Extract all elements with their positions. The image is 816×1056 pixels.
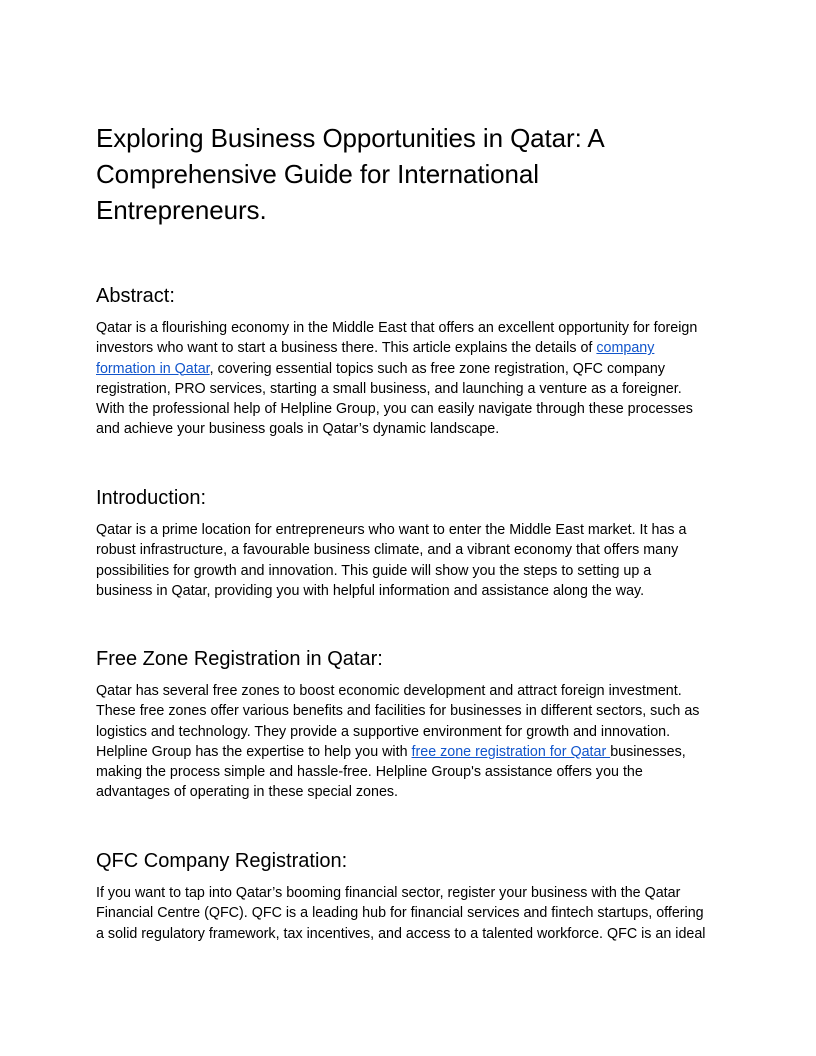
document-title (96, 120, 722, 228)
paragraph-line (96, 359, 722, 379)
paragraph-line: business in Qatar, providing you with helpful information and assistance along the way. (96, 582, 645, 599)
paragraph-line (96, 742, 722, 762)
introduction-paragraph (96, 520, 722, 601)
qfc-heading: QFC Company Registration: (96, 850, 348, 872)
paragraph-line: a solid regulatory framework, tax incentives, and access to a talented workforce. QFC is an ideal (96, 925, 706, 942)
paragraph-line: With the professional help of Helpline Group, you can easily navigate through these processes (96, 401, 693, 418)
qfc-paragraph (96, 883, 722, 944)
paragraph-text: Helpline Group has the expertise to help you with (96, 743, 412, 760)
paragraph-line: These free zones offer various benefits and facilities for businesses in different sectors, such as (96, 703, 700, 720)
paragraph-text: investors who want to start a business there. This article explains the details of (96, 340, 597, 357)
paragraph-line: Qatar is a prime location for entrepreneurs who want to enter the Middle East market. It has a (96, 522, 687, 538)
paragraph-line: possibilities for growth and innovation. This guide will show you the steps to setting up a (96, 562, 652, 579)
paragraph-line: robust infrastructure, a favourable business climate, and a vibrant economy that offers many (96, 542, 679, 559)
paragraph-line (96, 338, 722, 358)
paragraph-text: , covering essential topics such as free zone registration, QFC company (209, 360, 665, 377)
paragraph-line: and achieve your business goals in Qatar’s dynamic landscape. (96, 421, 500, 438)
paragraph-line: making the process simple and hassle-free. Helpline Group's assistance offers you the (96, 764, 643, 781)
paragraph-line: Qatar has several free zones to boost economic development and attract foreign investment. (96, 683, 682, 699)
free-zone-heading: Free Zone Registration in Qatar: (96, 648, 383, 670)
title-line: Exploring Business Opportunities in Qatar: A (96, 123, 605, 153)
abstract-paragraph (96, 318, 722, 440)
free-zone-registration-link[interactable]: free zone registration for Qatar (411, 743, 611, 760)
paragraph-line: advantages of operating in these special zones. (96, 784, 399, 801)
paragraph-text: businesses, (610, 743, 686, 760)
company-formation-link-continued[interactable]: formation in Qatar (96, 360, 210, 377)
company-formation-link[interactable]: company (596, 340, 655, 357)
abstract-heading: Abstract: (96, 285, 175, 307)
paragraph-line: logistics and technology. They provide a supportive environment for growth and innovation. (96, 723, 671, 740)
paragraph-line: If you want to tap into Qatar’s booming financial sector, register your business with the Qatar (96, 885, 681, 901)
paragraph-line: Financial Centre (QFC). QFC is a leading hub for financial services and fintech startups, offering (96, 905, 704, 922)
introduction-heading: Introduction: (96, 487, 207, 509)
title-line: Entrepreneurs. (96, 195, 267, 225)
title-line: Comprehensive Guide for International (96, 159, 539, 189)
paragraph-line: Qatar is a flourishing economy in the Middle East that offers an excellent opportunity for foreign (96, 320, 698, 336)
paragraph-line: registration, PRO services, starting a small business, and launching a venture as a foreigner. (96, 380, 682, 397)
free-zone-paragraph (96, 681, 722, 803)
